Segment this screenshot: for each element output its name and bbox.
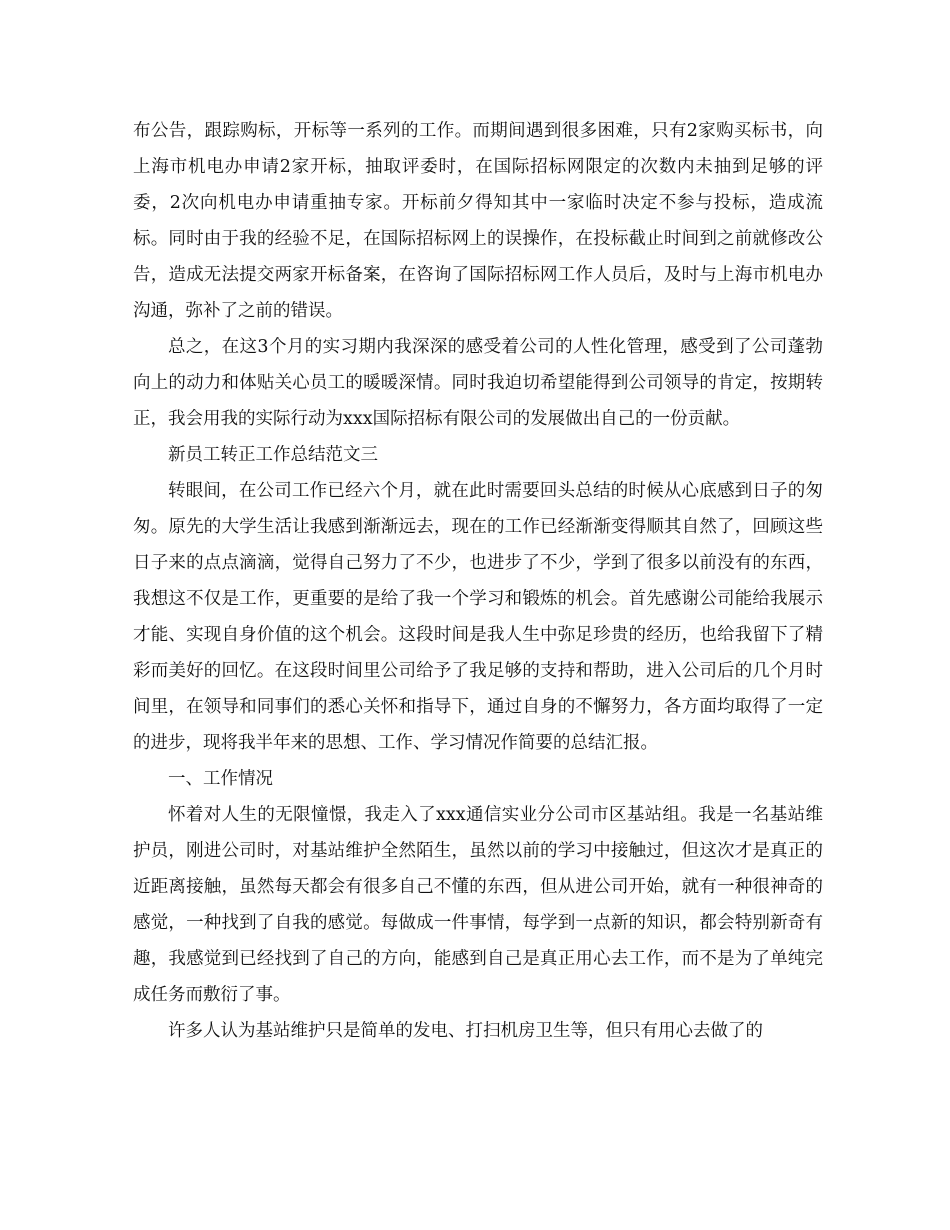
document-body <box>133 113 823 1049</box>
paragraph-work: 怀着对人生的无限憧憬，我走入了xxx通信实业分公司市区基站组。我是一名基站维护员，刚进公司时，对基站维护全然陌生，虽然以前的学习中接触过，但这次才是真正的近距离接触，虽然每天都会有很多自己不懂的东西，但从进公司开始，就有一种很神奇的感觉，一种找到了自我的感觉。每做成一件事情，每学到一点新的知识，都会特别新奇有趣，我感觉到已经找到了自己的方向，能感到自己是真正用心去工作，而不是为了单纯完成任务而敷衍了事。 <box>133 805 823 1005</box>
section-heading: 新员工转正工作总结范文三 <box>168 445 378 465</box>
paragraph-continued: 布公告，跟踪购标，开标等一系列的工作。而期间遇到很多困难，只有2家购买标书，向上海市机电办申请2家开标，抽取评委时，在国际招标网限定的次数内未抽到足够的评委，2次向机电办申请重抽专家。开标前夕得知其中一家临时决定不参与投标，造成流标。同时由于我的经验不足，在国际招标网上的误操作，在投标截止时间到之前就修改公告，造成无法提交两家开标备案，在咨询了国际招标网工作人员后，及时与上海市机电办沟通，弥补了之前的错误。 <box>133 121 823 321</box>
paragraph-maintenance: 许多人认为基站维护只是简单的发电、打扫机房卫生等，但只有用心去做了的 <box>168 1021 763 1041</box>
paragraph-summary: 总之，在这3个月的实习期内我深深的感受着公司的人性化管理，感受到了公司蓬勃向上的动力和体贴关心员工的暖暖深情。同时我迫切希望能得到公司领导的肯定，按期转正，我会用我的实际行动为xxx国际招标有限公司的发展做出自己的一份贡献。 <box>133 337 823 429</box>
subsection-heading: 一、工作情况 <box>168 769 273 789</box>
paragraph-intro: 转眼间，在公司工作已经六个月，就在此时需要回头总结的时候从心底感到日子的匆匆。原先的大学生活让我感到渐渐远去，现在的工作已经渐渐变得顺其自然了，回顾这些日子来的点点滴滴，觉得自己努力了不少，也进步了不少，学到了很多以前没有的东西，我想这不仅是工作，更重要的是给了我一个学习和锻炼的机会。首先感谢公司能给我展示才能、实现自身价值的这个机会。这段时间是我人生中弥足珍贵的经历，也给我留下了精彩而美好的回忆。在这段时间里公司给予了我足够的支持和帮助，进入公司后的几个月时间里，在领导和同事们的悉心关怀和指导下，通过自身的不懈努力，各方面均取得了一定的进步，现将我半年来的思想、工作、学习情况作简要的总结汇报。 <box>133 481 823 753</box>
